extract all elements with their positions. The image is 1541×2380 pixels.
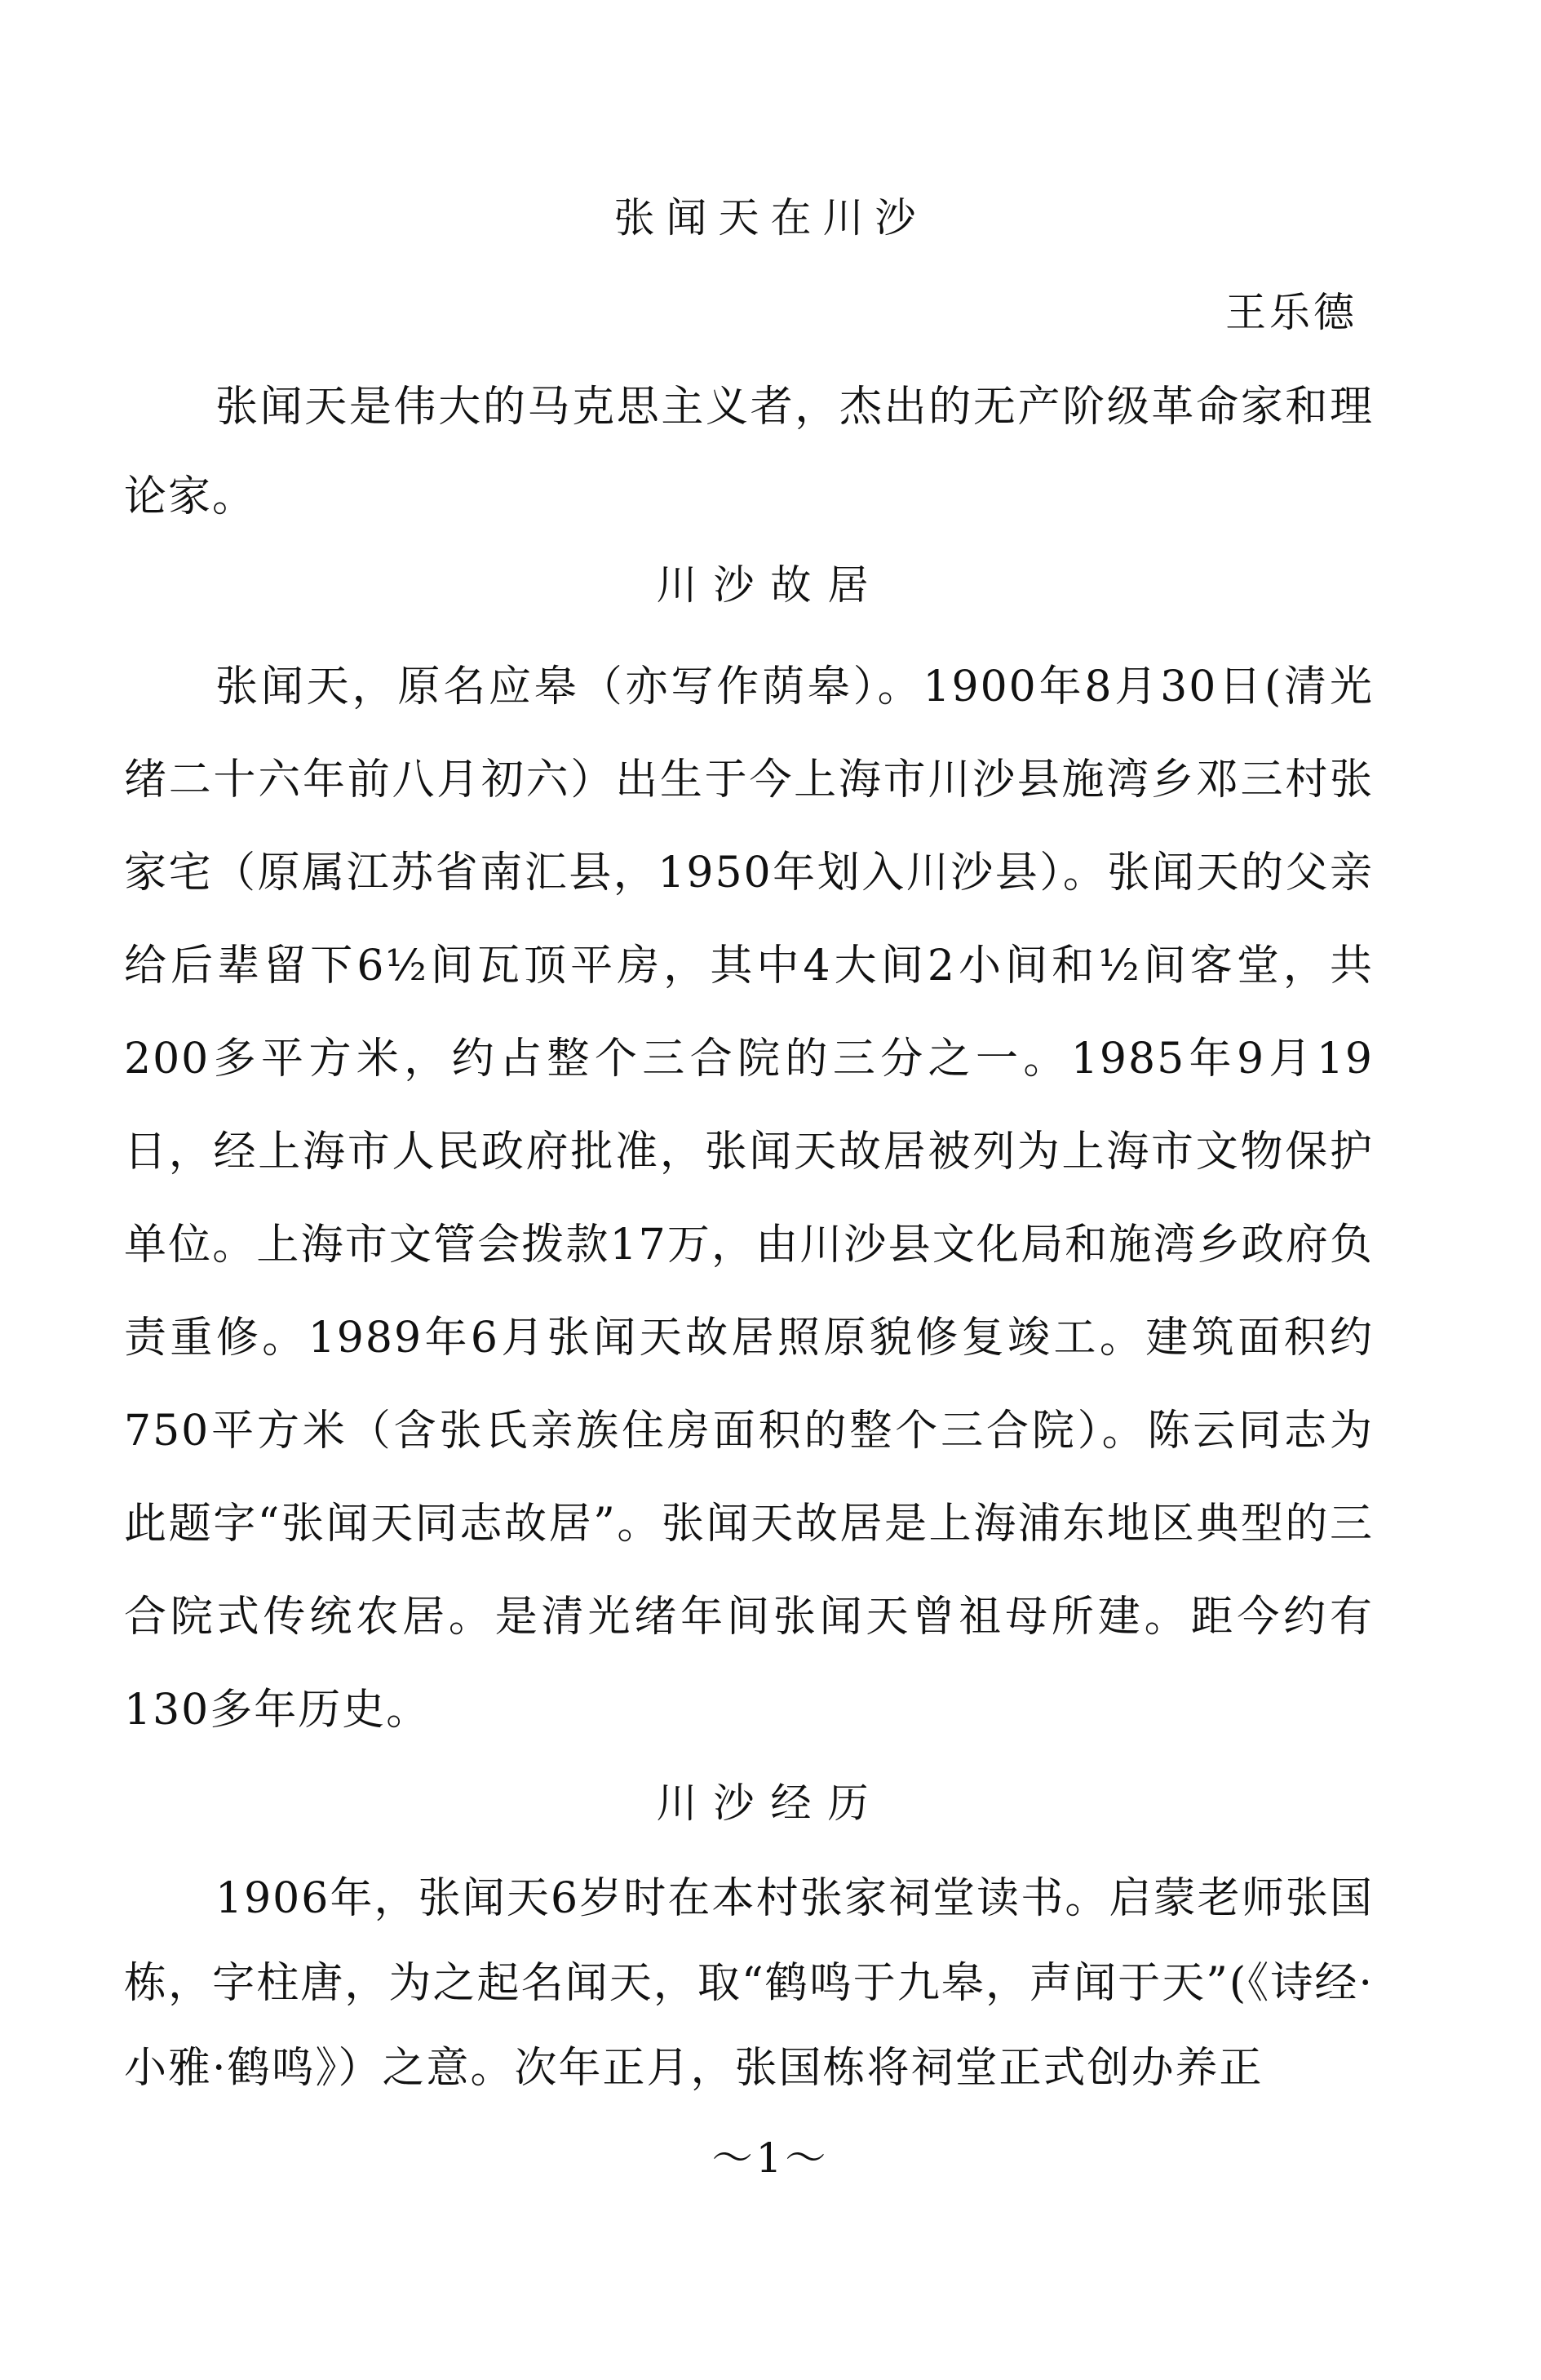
article-title: 张闻天在川沙 bbox=[613, 194, 928, 242]
section-body-former-residence: 张闻天，原名应皋（亦写作荫皋）。1900年8月30日(清光绪二十六年前八月初六）出生于今上海市川沙县施湾乡邓三村张家宅（原属江苏省南汇县，1950年划入川沙县）。张闻天的父亲给后辈留下6½间瓦顶平房，其中4大间2小间和½间客堂，共200多平方米，约占整个三合院的三分之一。1985年9月19日，经上海市人民政府批准，张闻天故居被列为上海市文物保护单位。上海市文管会拨款17万，由川沙县文化局和施湾乡政府负责重修。1989年6月张闻天故居照原貌修复竣工。建筑面积约750平方米（含张氏亲族住房面积的整个三合院）。陈云同志为此题字“张闻天同志故居”。张闻天故居是上海浦东地区典型的三合院式传统农居。是清光绪年间张闻天曾祖母所建。距今约有130多年历史。 bbox=[124, 663, 1374, 1735]
section-heading-experience: 川沙经历 bbox=[656, 1779, 885, 1827]
author-name: 王乐德 bbox=[1225, 289, 1357, 336]
section-body-experience: 1906年，张闻天6岁时在本村张家祠堂读书。启蒙老师张国栋，字柱唐，为之起名闻天，取“鹤鸣于九皋，声闻于天”(《诗经·小雅·鹤鸣》）之意。次年正月，张国栋将祠堂正式创办养正 bbox=[124, 1874, 1374, 2093]
section-heading-former-residence: 川沙故居 bbox=[656, 561, 885, 609]
page-number: ～1～ bbox=[711, 2134, 830, 2182]
intro-paragraph: 张闻天是伟大的马克思主义者，杰出的无产阶级革命家和理论家。 bbox=[124, 383, 1374, 521]
